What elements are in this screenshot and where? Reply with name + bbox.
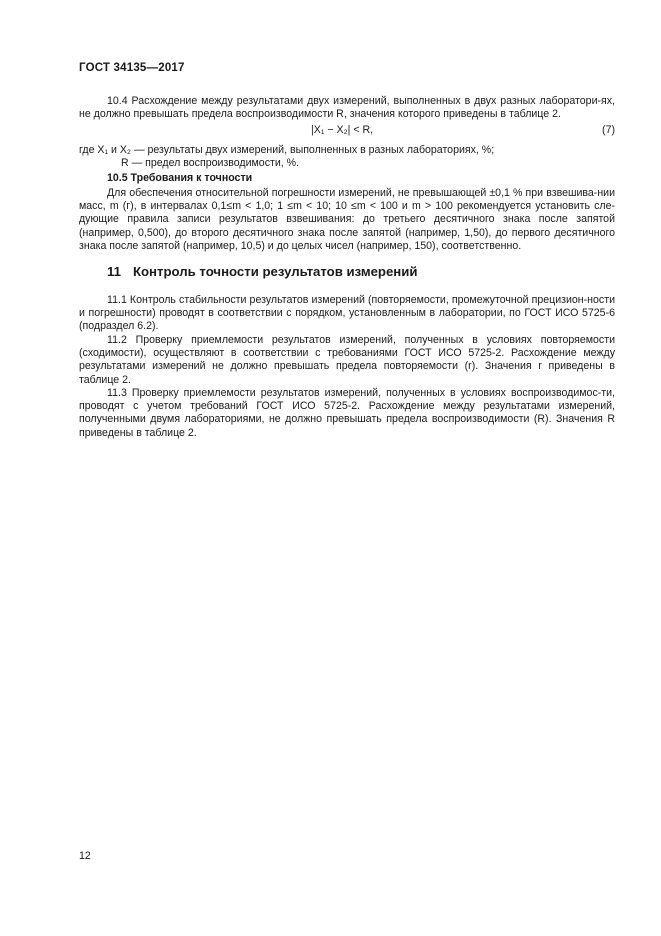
formula-7 [79, 124, 615, 138]
paragraph-10-5: Для обеспечения относительной погрешности измерений, не превышающей ±0,1 % при взвешива-нии масс, m (г), в интервалах 0,1≤m < 1,0; 1 ≤m < 10; 10 ≤m < 100 и m > 100 рекомендуется установить сле-дующие правила записи результатов взвешивания: до третьего десятичного знака после запятой (например, 0,500), до второго десятичного знака после запятой (например, 1,50), до первого десятичного знака после запятой (например, 10,5) и до целых чисел (например, 150), соответственно. [79, 187, 615, 252]
section-number: 11 [107, 264, 121, 279]
page-number: 12 [79, 850, 91, 862]
paragraph-11-2: 11.2 Проверку приемлемости результатов измерений, полученных в условиях повторяемости (сходимости), осуществляют в соответствии с требованиями ГОСТ ИСО 5725-2. Расхождение между результатами измерений не должно превышать предела повторяемости (r). Значения r приведены в таблице 2. [79, 334, 615, 386]
formula-number: (7) [602, 124, 615, 136]
subheading-10-5: 10.5 Требования к точности [107, 172, 253, 184]
section-title: Контроль точности результатов измерений [132, 264, 418, 279]
document-header: ГОСТ 34135—2017 [79, 62, 185, 74]
paragraph-11-3: 11.3 Проверку приемлемости результатов измерений, полученных в условиях воспроизводимос-ти, проводят с учетом требований ГОСТ ИСО 5725-2. Расхождение между результатами измерений, полученными двумя лабораториями, не должно превышать предела воспроизводимости (R). Значения R приведены в таблице 2. [79, 387, 615, 439]
paragraph-10-4: 10.4 Расхождение между результатами двух измерений, выполненных в двух разных лаборатори-ях, не должно превышать предела воспроизводимости R, значения которого приведены в таблице 2. [79, 95, 615, 121]
formula-legend-x: где X₁ и X₂ — результаты двух измерений, выполненных в разных лабораториях, %; [79, 144, 495, 156]
formula-expression: |X₁ − X₂| < R, [311, 124, 374, 136]
clause-11-3 [79, 387, 615, 440]
clause-10-5 [79, 187, 615, 253]
clause-10-4 [79, 95, 615, 121]
paragraph-11-1: 11.1 Контроль стабильности результатов измерений (повторяемости, промежуточной прецизион-ности и погрешности) проводят в соответствии с порядком, установленным в лаборатории, по ГОСТ ИСО 5725-6 (подраздел 6.2). [79, 294, 615, 333]
section-heading-11 [107, 265, 418, 278]
formula-legend-r: R — предел воспроизводимости, %. [121, 157, 300, 169]
clause-11-2 [79, 334, 615, 387]
clause-11-1 [79, 294, 615, 334]
